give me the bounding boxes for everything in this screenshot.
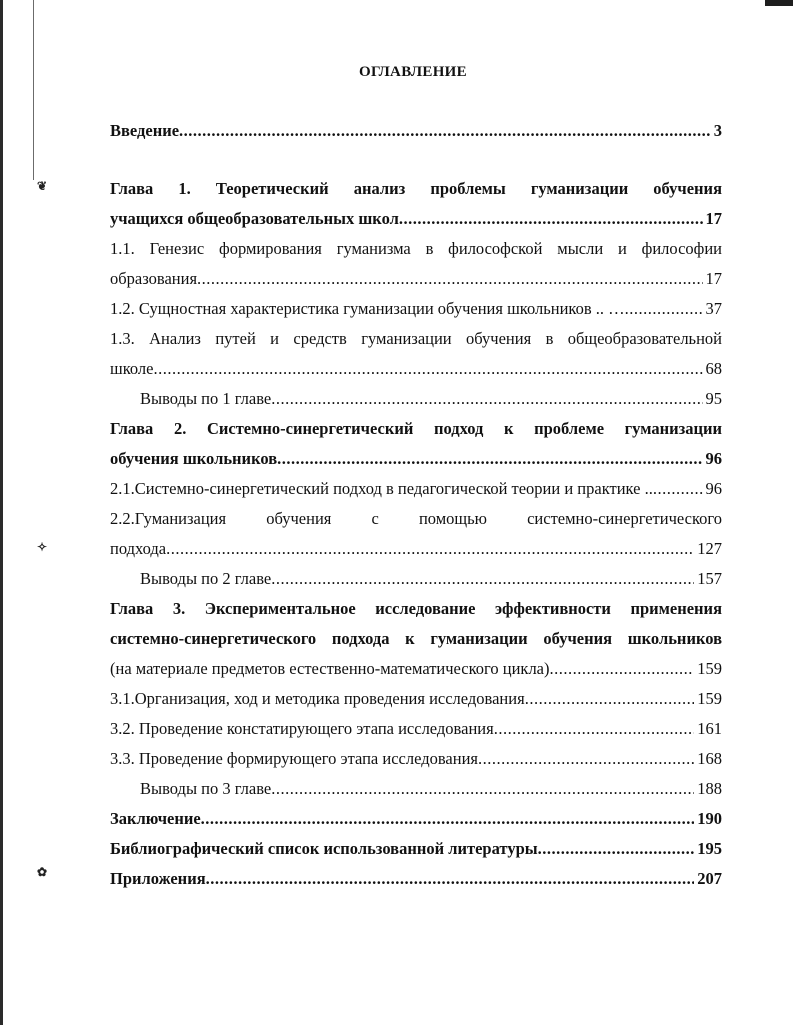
toc-page: 190 <box>697 809 722 828</box>
toc-label: Приложения <box>110 869 206 888</box>
toc-page: 157 <box>697 569 722 588</box>
toc-chapter-3-title-2: системно-синергетического подхода к гуманизации обучения школьников <box>110 629 722 648</box>
toc-page: 159 <box>697 659 722 678</box>
toc-page: 161 <box>697 719 722 738</box>
toc-entry-3-2 <box>110 714 722 744</box>
toc-label: Заключение <box>110 809 201 828</box>
toc-entry-2-2 <box>110 534 722 564</box>
toc-entry-1-2 <box>110 294 722 324</box>
toc-chapter-1-title: Глава 1. Теоретический анализ проблемы гуманизации обучения <box>110 179 722 198</box>
toc-label: 1.2. Сущностная характеристика гуманизации обучения школьников .. … <box>110 299 625 318</box>
toc-label: школе <box>110 359 154 378</box>
leader-dots <box>197 264 702 294</box>
toc-entry-3-3 <box>110 744 722 774</box>
toc-entry-1-3 <box>110 354 722 384</box>
toc-section-1-3-title: 1.3. Анализ путей и средств гуманизации обучения в общеобразовательной <box>110 329 722 348</box>
toc-section-1-1-title: 1.1. Генезис формирования гуманизма в философской мысли и философии <box>110 239 722 258</box>
table-of-contents <box>110 116 722 894</box>
leader-dots <box>271 384 702 414</box>
scan-fold-line <box>33 0 34 180</box>
leader-dots <box>494 714 695 744</box>
toc-page: 17 <box>705 269 722 288</box>
leader-dots <box>153 354 702 384</box>
leader-dots <box>271 564 694 594</box>
toc-page: 37 <box>705 299 722 318</box>
toc-page: 207 <box>697 869 722 888</box>
toc-label: образования <box>110 269 198 288</box>
toc-entry-bibliography <box>110 834 722 864</box>
margin-mark-2: ✧ <box>37 540 48 554</box>
toc-label: Введение <box>110 121 180 140</box>
toc-entry-2-1 <box>110 474 722 504</box>
toc-entry-chapter-1 <box>110 204 722 234</box>
toc-label: Библиографический список использованной литературы <box>110 839 538 858</box>
toc-page: 188 <box>697 779 722 798</box>
scan-corner-mark <box>765 0 793 6</box>
toc-page: 96 <box>705 479 722 498</box>
leader-dots <box>399 204 703 234</box>
toc-label: учащихся общеобразовательных школ <box>110 209 399 228</box>
toc-label: 3.1.Организация, ход и методика проведения исследования <box>110 689 525 708</box>
leader-dots <box>179 116 711 146</box>
toc-page: 3 <box>713 121 722 140</box>
toc-entry-1-1 <box>110 264 722 294</box>
leader-dots <box>166 534 694 564</box>
toc-entry-appendices <box>110 864 722 894</box>
toc-chapter-3-title-1: Глава 3. Экспериментальное исследование эффективности применения <box>110 599 722 618</box>
toc-page: 168 <box>697 749 722 768</box>
margin-mark-1: ❦ <box>37 179 48 193</box>
toc-label: 2.1.Системно-синергетический подход в педагогической теории и практике .. <box>110 479 653 498</box>
toc-entry-intro <box>110 116 722 146</box>
toc-entry-conclusions-3 <box>110 774 722 804</box>
toc-page: 96 <box>705 449 722 468</box>
leader-dots <box>271 774 694 804</box>
leader-dots <box>478 744 694 774</box>
leader-dots <box>277 444 702 474</box>
toc-label: 3.2. Проведение констатирующего этапа исследования <box>110 719 494 738</box>
toc-chapter-2-title: Глава 2. Системно-синергетический подход к проблеме гуманизации <box>110 419 722 438</box>
scan-left-edge <box>0 0 3 1025</box>
toc-label: Выводы по 2 главе <box>140 569 272 588</box>
leader-dots <box>538 834 695 864</box>
leader-dots <box>625 294 703 324</box>
toc-label: подхода <box>110 539 167 558</box>
toc-page: 95 <box>705 389 722 408</box>
toc-page: 195 <box>697 839 722 858</box>
leader-dots <box>206 864 695 894</box>
toc-section-2-2-title: 2.2.Гуманизация обучения с помощью системно-синергетического <box>110 509 722 528</box>
toc-entry-3-1 <box>110 684 722 714</box>
toc-entry-conclusion <box>110 804 722 834</box>
leader-dots <box>201 804 695 834</box>
toc-label: 3.3. Проведение формирующего этапа исследования <box>110 749 478 768</box>
leader-dots <box>525 684 695 714</box>
toc-entry-conclusions-1 <box>110 384 722 414</box>
margin-mark-3: ✿ <box>37 865 48 879</box>
toc-entry-conclusions-2 <box>110 564 722 594</box>
leader-dots <box>653 474 703 504</box>
toc-entry-chapter-2 <box>110 444 722 474</box>
toc-label: Выводы по 1 главе <box>140 389 272 408</box>
toc-label: Выводы по 3 главе <box>140 779 272 798</box>
page-title: ОГЛАВЛЕНИЕ <box>359 64 467 80</box>
toc-page: 159 <box>697 689 722 708</box>
toc-page: 127 <box>697 539 722 558</box>
leader-dots <box>550 654 695 684</box>
toc-label: обучения школьников <box>110 449 278 468</box>
toc-label: (на материале предметов естественно-математического цикла) <box>110 659 550 678</box>
toc-page: 68 <box>705 359 722 378</box>
toc-page: 17 <box>705 209 722 228</box>
toc-entry-chapter-3 <box>110 654 722 684</box>
